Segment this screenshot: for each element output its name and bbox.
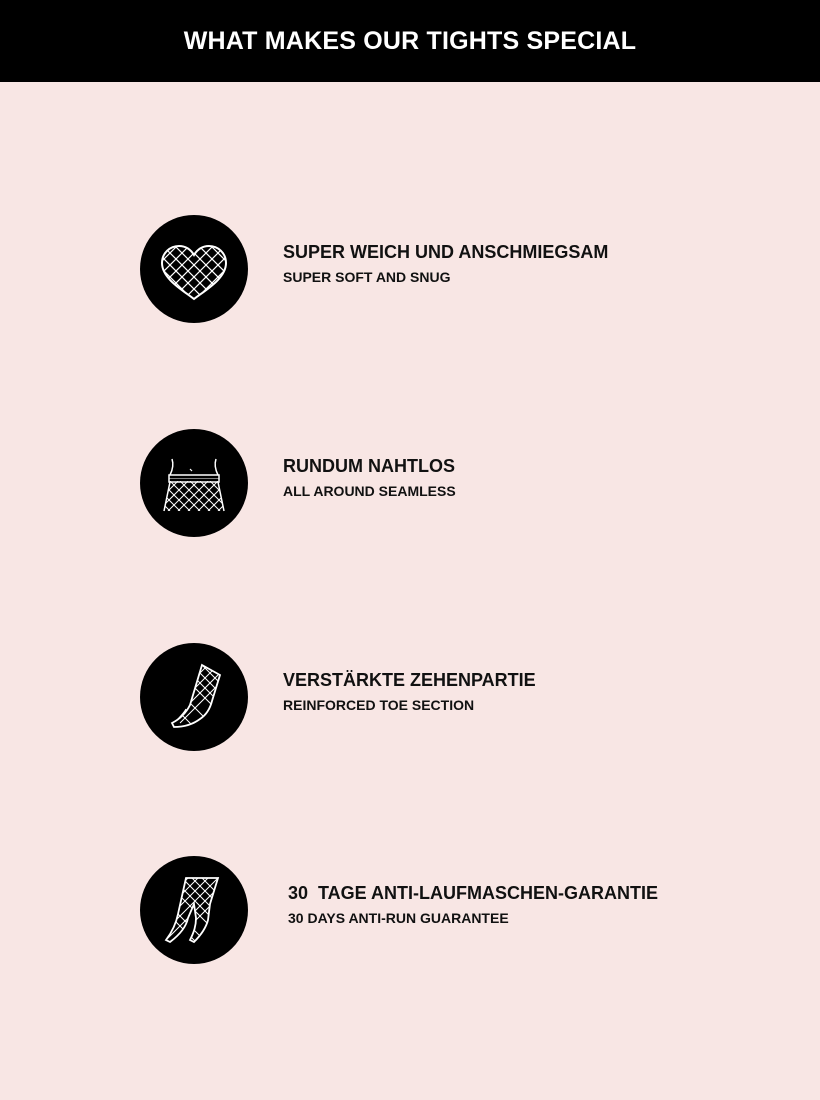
- feature-text: [283, 455, 456, 500]
- reinforced-toe-icon: [140, 643, 248, 751]
- feature-subtitle: 30 DAYS ANTI-RUN GUARANTEE: [288, 910, 509, 926]
- feature-title: RUNDUM NAHTLOS: [283, 456, 455, 476]
- feature-subtitle: SUPER SOFT AND SNUG: [283, 269, 451, 285]
- feature-text: [288, 882, 658, 927]
- feature-item-soft: [140, 215, 740, 323]
- feature-title: 30 TAGE ANTI-LAUFMASCHEN-GARANTIE: [288, 883, 658, 903]
- feature-text: [283, 241, 608, 286]
- seamless-waistband-icon: [140, 429, 248, 537]
- feature-title: VERSTÄRKTE ZEHENPARTIE: [283, 670, 536, 690]
- feature-item-toe: [140, 643, 740, 751]
- feature-item-seamless: [140, 429, 740, 537]
- heart-mesh-icon: [140, 215, 248, 323]
- feature-title: SUPER WEICH UND ANSCHMIEGSAM: [283, 242, 609, 262]
- legs-anti-run-icon: [140, 856, 248, 964]
- feature-subtitle: ALL AROUND SEAMLESS: [283, 483, 456, 499]
- page-title: WHAT MAKES OUR TIGHTS SPECIAL: [183, 26, 637, 55]
- feature-subtitle: REINFORCED TOE SECTION: [283, 697, 475, 713]
- feature-text: [283, 669, 536, 714]
- header-bar: [0, 0, 820, 82]
- feature-item-guarantee: [140, 856, 740, 964]
